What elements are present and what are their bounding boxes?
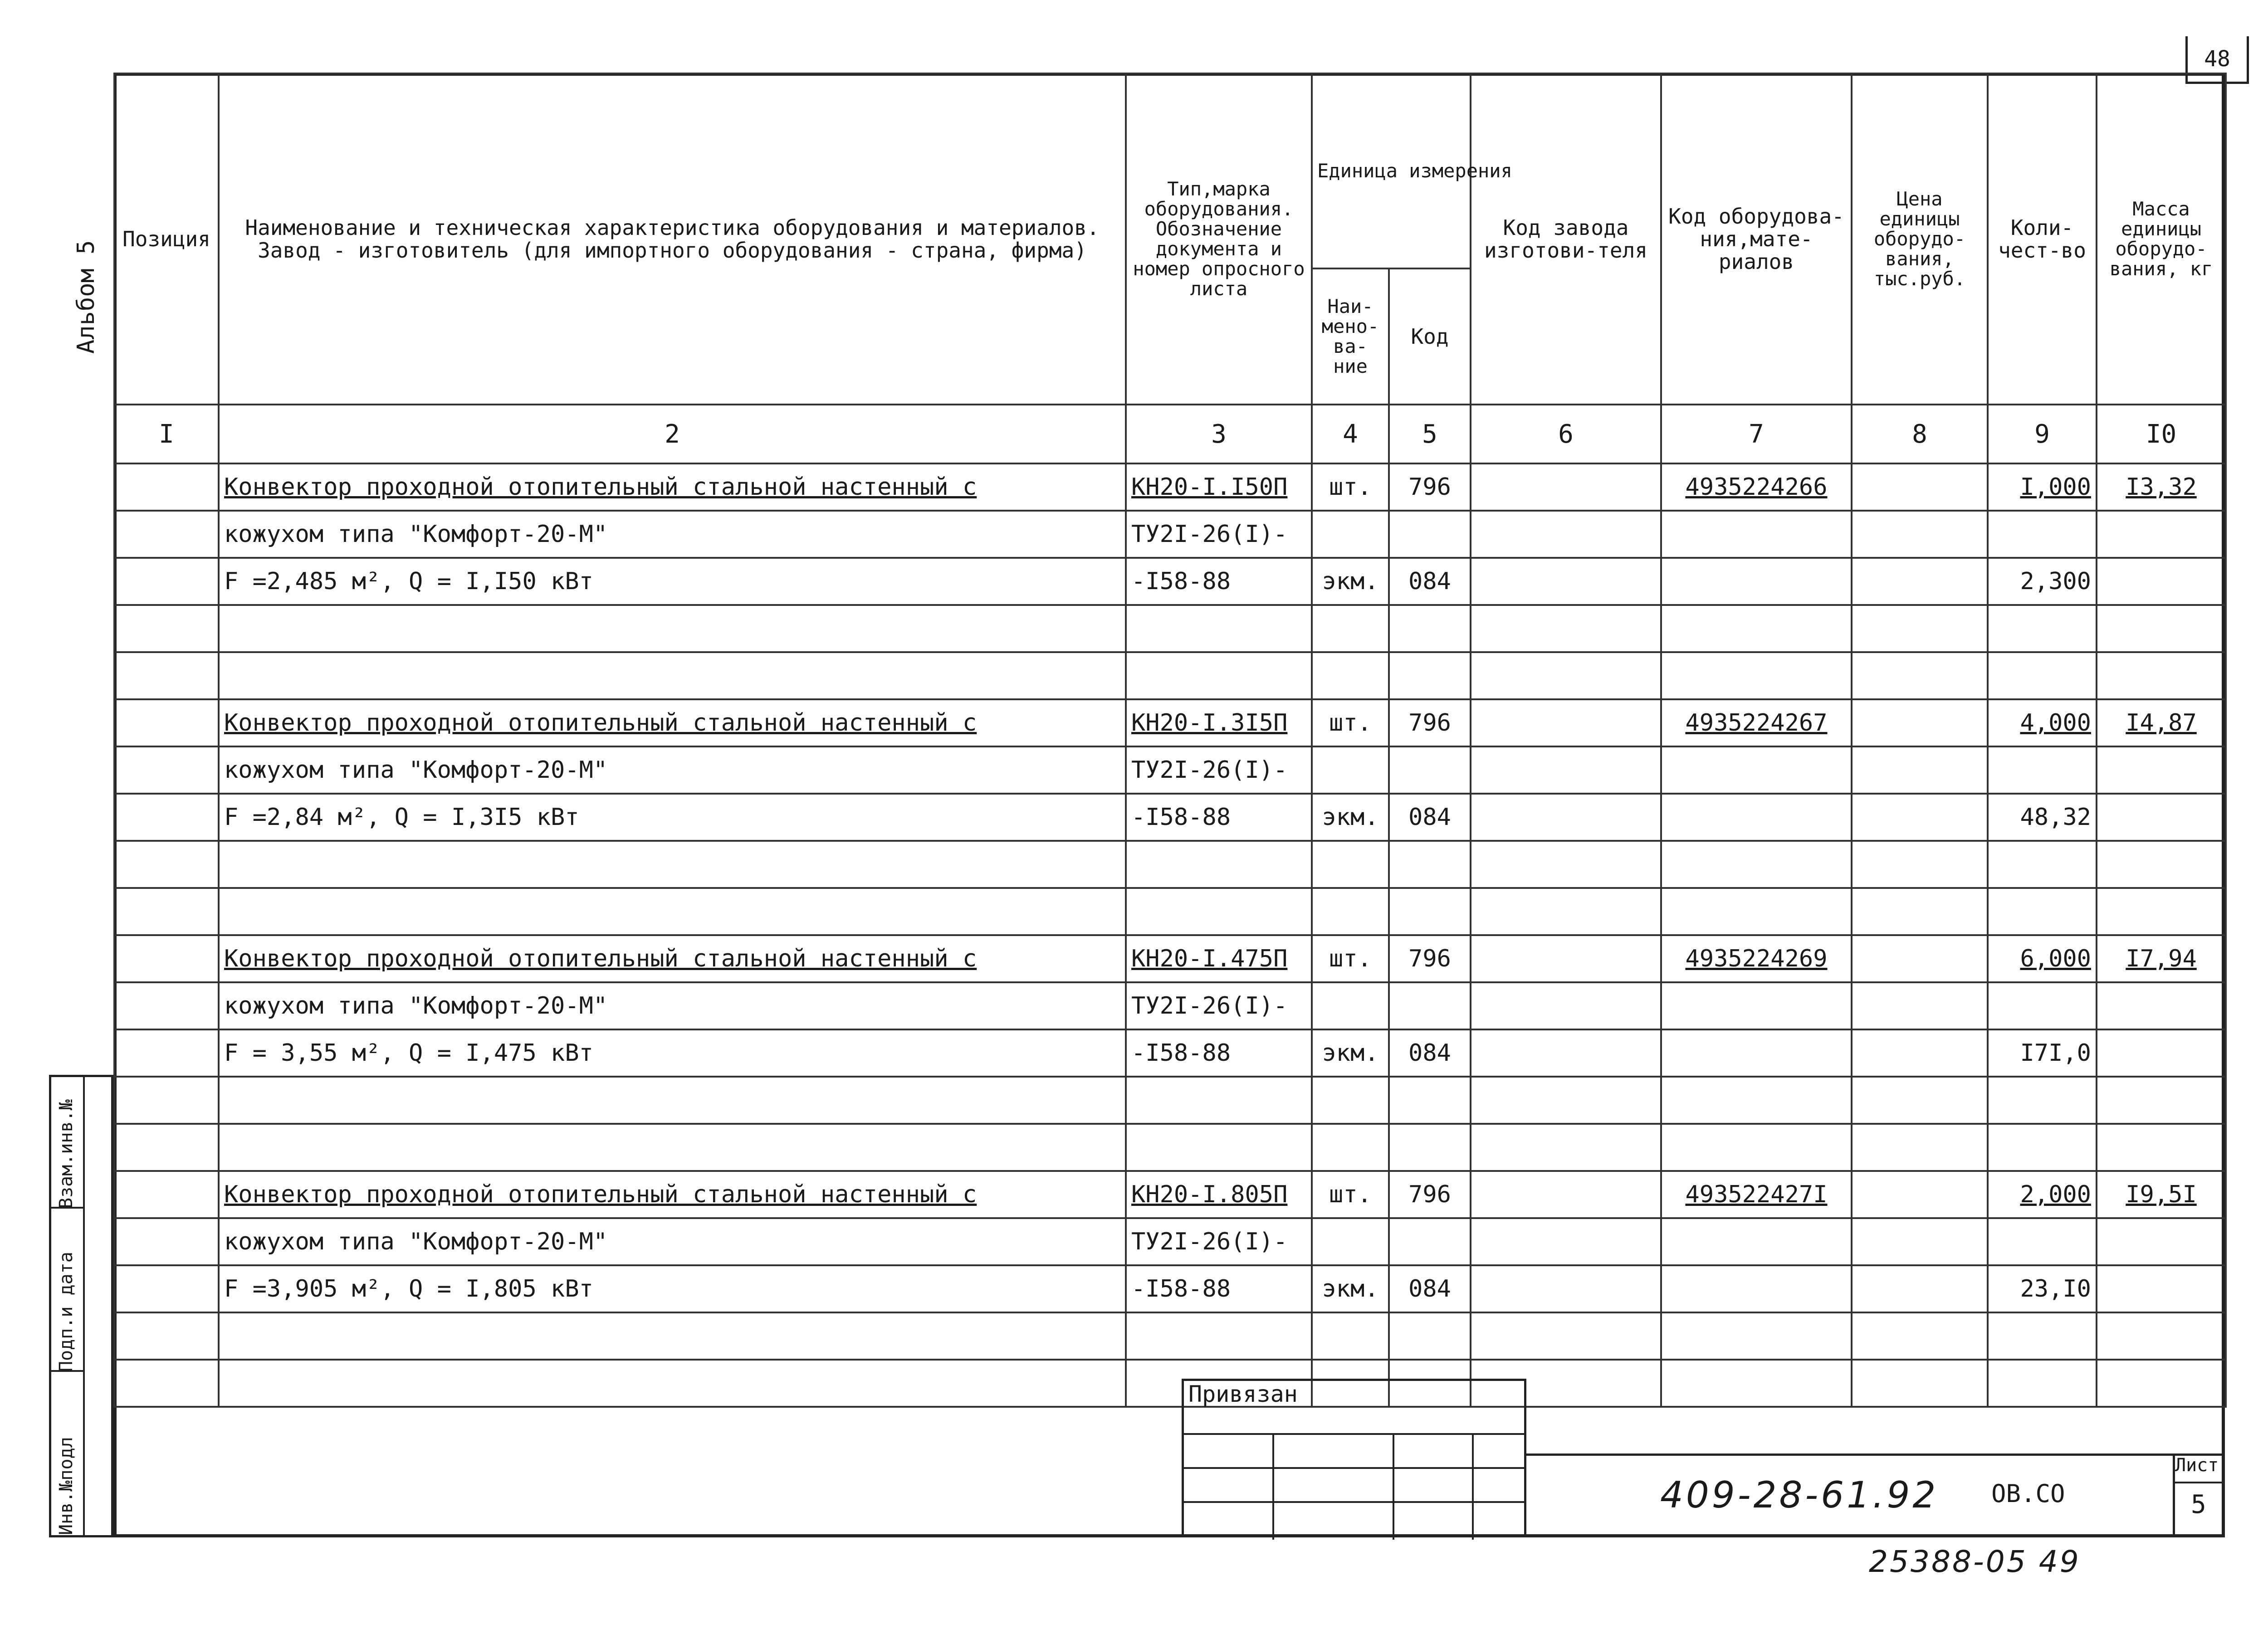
empty-cell <box>1312 1218 1389 1265</box>
item-qty: 4,000 <box>1988 699 2097 746</box>
empty-cell <box>1988 1124 2097 1171</box>
empty-cell <box>114 605 219 652</box>
empty-cell <box>114 1077 219 1124</box>
col-number: 5 <box>1389 405 1471 463</box>
item-rows <box>114 463 2226 1407</box>
document-suffix: ОВ.СО <box>1991 1479 2065 1508</box>
empty-cell <box>1661 1312 1852 1360</box>
empty-cell <box>114 699 219 746</box>
item-mass: I9,5I <box>2097 1171 2226 1218</box>
item-equip-code: 4935224269 <box>1661 935 1852 982</box>
document-code: 409-28-61.92 <box>1660 1474 1939 1516</box>
item-unit-code: 796 <box>1389 463 1471 511</box>
item-type: КН20-I.475П <box>1126 935 1312 982</box>
empty-cell <box>2097 794 2226 841</box>
empty-cell <box>1852 746 1988 794</box>
empty-cell <box>1661 605 1852 652</box>
item-unit: шт. <box>1312 935 1389 982</box>
archive-number: 25388-05 49 <box>1869 1544 2081 1579</box>
empty-cell <box>1389 1124 1471 1171</box>
empty-cell <box>219 605 1126 652</box>
empty-cell <box>2097 1029 2226 1077</box>
header-row <box>114 73 2226 268</box>
empty-cell <box>1126 888 1312 935</box>
col-mass-header: Масса единицы оборудо-вания, кг <box>2097 73 2226 405</box>
item-type: -I58-88 <box>1126 1265 1312 1312</box>
col-qty-header: Коли-чест-во <box>1988 73 2097 405</box>
col-number: 9 <box>1988 405 2097 463</box>
empty-cell <box>1852 841 1988 888</box>
col-number: I <box>114 405 219 463</box>
empty-cell <box>1389 511 1471 558</box>
empty-cell <box>1312 511 1389 558</box>
item-unit-code: 084 <box>1389 1265 1471 1312</box>
col-unit-name-header: Наи-мено-ва-ние <box>1312 268 1389 405</box>
table-row <box>114 1360 2226 1407</box>
item-spec-line: F = 3,55 м², Q = I,475 кВт <box>219 1029 1126 1077</box>
col-plant-code-header: Код завода изготови-теля <box>1471 73 1661 405</box>
item-name-line: Конвектор проходной отопительный стальной настенный с <box>219 1171 1126 1218</box>
empty-cell <box>1661 1360 1852 1407</box>
empty-cell <box>1312 1124 1389 1171</box>
empty-cell <box>1988 605 2097 652</box>
empty-cell <box>1661 841 1852 888</box>
empty-cell <box>114 1265 219 1312</box>
empty-cell <box>114 463 219 511</box>
empty-cell <box>1312 982 1389 1029</box>
empty-cell <box>1471 605 1661 652</box>
empty-cell <box>2097 558 2226 605</box>
empty-cell <box>2097 1124 2226 1171</box>
item-unit: экм. <box>1312 1029 1389 1077</box>
item-name-line: кожухом типа "Комфорт-20-М" <box>219 982 1126 1029</box>
empty-cell <box>1471 1124 1661 1171</box>
empty-cell <box>2097 1265 2226 1312</box>
empty-cell <box>1852 558 1988 605</box>
item-type: -I58-88 <box>1126 794 1312 841</box>
table-row <box>114 841 2226 888</box>
empty-cell <box>1389 841 1471 888</box>
empty-cell <box>2097 1360 2226 1407</box>
item-type: КН20-I.3I5П <box>1126 699 1312 746</box>
item-unit: шт. <box>1312 463 1389 511</box>
table-row <box>114 511 2226 558</box>
item-unit: экм. <box>1312 1265 1389 1312</box>
item-mass: I4,87 <box>2097 699 2226 746</box>
empty-cell <box>114 558 219 605</box>
empty-cell <box>1126 605 1312 652</box>
empty-cell <box>114 1218 219 1265</box>
item-unit-code: 084 <box>1389 1029 1471 1077</box>
empty-cell <box>1312 1077 1389 1124</box>
item-equip-code: 4935224266 <box>1661 463 1852 511</box>
empty-cell <box>2097 1312 2226 1360</box>
item-unit-code: 796 <box>1389 1171 1471 1218</box>
item-qty: 2,000 <box>1988 1171 2097 1218</box>
empty-cell <box>219 888 1126 935</box>
empty-cell <box>1471 1312 1661 1360</box>
table-row <box>114 605 2226 652</box>
item-type: ТУ2I-26(I)- <box>1126 511 1312 558</box>
empty-cell <box>219 1312 1126 1360</box>
empty-cell <box>1661 558 1852 605</box>
item-unit-code: 084 <box>1389 558 1471 605</box>
col-type-header: Тип,марка оборудования. Обозначение документа и номер опросного листа <box>1126 73 1312 405</box>
item-spec-line: F =2,84 м², Q = I,3I5 кВт <box>219 794 1126 841</box>
table-row <box>114 982 2226 1029</box>
empty-cell <box>1852 605 1988 652</box>
empty-cell <box>1312 652 1389 699</box>
table-row <box>114 1265 2226 1312</box>
empty-cell <box>1471 558 1661 605</box>
empty-cell <box>114 652 219 699</box>
empty-cell <box>1852 1124 1988 1171</box>
item-unit: экм. <box>1312 794 1389 841</box>
column-number-row <box>114 405 2226 463</box>
table-row <box>114 746 2226 794</box>
empty-cell <box>1852 888 1988 935</box>
empty-cell <box>1471 699 1661 746</box>
page-number-text: 48 <box>2204 46 2230 72</box>
empty-cell <box>1471 1077 1661 1124</box>
item-unit-code: 084 <box>1389 794 1471 841</box>
col-equip-code-header: Код оборудова-ния,мате-риалов <box>1661 73 1852 405</box>
empty-cell <box>2097 746 2226 794</box>
empty-cell <box>1852 1312 1988 1360</box>
table-row <box>114 1218 2226 1265</box>
empty-cell <box>1126 1077 1312 1124</box>
empty-cell <box>1126 652 1312 699</box>
table-row <box>114 1029 2226 1077</box>
empty-cell <box>1471 888 1661 935</box>
item-name-line: Конвектор проходной отопительный стальной настенный с <box>219 463 1126 511</box>
empty-cell <box>1471 1171 1661 1218</box>
empty-cell <box>1471 794 1661 841</box>
item-mass: I7,94 <box>2097 935 2226 982</box>
table-row <box>114 1312 2226 1360</box>
specification-table <box>113 73 2227 1408</box>
empty-cell <box>114 746 219 794</box>
item-equip-code: 493522427I <box>1661 1171 1852 1218</box>
empty-cell <box>1389 888 1471 935</box>
empty-cell <box>1389 652 1471 699</box>
empty-cell <box>1852 511 1988 558</box>
empty-cell <box>219 1124 1126 1171</box>
empty-cell <box>1852 982 1988 1029</box>
empty-cell <box>1661 511 1852 558</box>
table-row <box>114 794 2226 841</box>
empty-cell <box>1988 888 2097 935</box>
empty-cell <box>1661 746 1852 794</box>
empty-cell <box>1988 1218 2097 1265</box>
item-type: ТУ2I-26(I)- <box>1126 1218 1312 1265</box>
empty-cell <box>2097 1077 2226 1124</box>
item-name-line: кожухом типа "Комфорт-20-М" <box>219 511 1126 558</box>
empty-cell <box>1661 794 1852 841</box>
empty-cell <box>1389 1077 1471 1124</box>
col-name-header: Наименование и техническая характеристика оборудования и материалов. Завод - изготовитель (для импортного оборудования - страна, фирма) <box>219 73 1126 405</box>
empty-cell <box>1988 652 2097 699</box>
item-qty: 23,I0 <box>1988 1265 2097 1312</box>
empty-cell <box>1988 511 2097 558</box>
table-row <box>114 1171 2226 1218</box>
album-label: Альбом 5 <box>73 240 100 354</box>
bound-label: Привязан <box>1188 1381 1298 1407</box>
empty-cell <box>1988 746 2097 794</box>
empty-cell <box>1988 1312 2097 1360</box>
table-row <box>114 1124 2226 1171</box>
empty-cell <box>1988 841 2097 888</box>
empty-cell <box>1471 1218 1661 1265</box>
item-unit-code: 796 <box>1389 699 1471 746</box>
empty-cell <box>1312 605 1389 652</box>
col-number: 4 <box>1312 405 1389 463</box>
empty-cell <box>1389 1218 1471 1265</box>
table-row <box>114 888 2226 935</box>
empty-cell <box>1471 1029 1661 1077</box>
item-unit-code: 796 <box>1389 935 1471 982</box>
empty-cell <box>1312 888 1389 935</box>
empty-cell <box>2097 841 2226 888</box>
empty-cell <box>1661 1124 1852 1171</box>
item-qty: I7I,0 <box>1988 1029 2097 1077</box>
empty-cell <box>1126 1124 1312 1171</box>
empty-cell <box>1471 511 1661 558</box>
empty-cell <box>1852 1029 1988 1077</box>
col-number: 7 <box>1661 405 1852 463</box>
empty-cell <box>1661 1265 1852 1312</box>
empty-cell <box>114 1029 219 1077</box>
empty-cell <box>1389 1312 1471 1360</box>
empty-cell <box>1471 463 1661 511</box>
empty-cell <box>1312 841 1389 888</box>
empty-cell <box>1852 699 1988 746</box>
table-row <box>114 558 2226 605</box>
table-row <box>114 652 2226 699</box>
table-row <box>114 935 2226 982</box>
empty-cell <box>219 1077 1126 1124</box>
empty-cell <box>114 982 219 1029</box>
empty-cell <box>114 1124 219 1171</box>
item-name-line: Конвектор проходной отопительный стальной настенный с <box>219 699 1126 746</box>
empty-cell <box>1988 1360 2097 1407</box>
item-unit: шт. <box>1312 699 1389 746</box>
item-type: КН20-I.I50П <box>1126 463 1312 511</box>
empty-cell <box>1852 935 1988 982</box>
col-number: I0 <box>2097 405 2226 463</box>
empty-cell <box>1661 982 1852 1029</box>
empty-cell <box>219 1360 1126 1407</box>
stamp-replace-label: Взам.инв.№ <box>56 1099 77 1209</box>
table-row <box>114 1077 2226 1124</box>
empty-cell <box>1852 1360 1988 1407</box>
empty-cell <box>1471 982 1661 1029</box>
item-name-line: кожухом типа "Комфорт-20-М" <box>219 746 1126 794</box>
col-price-header: Цена единицы оборудо-вания, тыс.руб. <box>1852 73 1988 405</box>
empty-cell <box>219 841 1126 888</box>
empty-cell <box>114 935 219 982</box>
col-number: 8 <box>1852 405 1988 463</box>
item-type: ТУ2I-26(I)- <box>1126 982 1312 1029</box>
item-name-line: Конвектор проходной отопительный стальной настенный с <box>219 935 1126 982</box>
item-type: -I58-88 <box>1126 1029 1312 1077</box>
empty-cell <box>2097 1218 2226 1265</box>
empty-cell <box>1312 746 1389 794</box>
empty-cell <box>1312 1312 1389 1360</box>
item-unit: экм. <box>1312 558 1389 605</box>
empty-cell <box>1389 605 1471 652</box>
empty-cell <box>114 794 219 841</box>
empty-cell <box>114 511 219 558</box>
item-qty: 48,32 <box>1988 794 2097 841</box>
empty-cell <box>2097 511 2226 558</box>
empty-cell <box>114 1312 219 1360</box>
empty-cell <box>1661 1029 1852 1077</box>
item-qty: 2,300 <box>1988 558 2097 605</box>
empty-cell <box>1389 746 1471 794</box>
stamp-column <box>49 1075 113 1537</box>
empty-cell <box>1852 1077 1988 1124</box>
empty-cell <box>1988 982 2097 1029</box>
empty-cell <box>219 652 1126 699</box>
empty-cell <box>1988 1077 2097 1124</box>
empty-cell <box>1126 1312 1312 1360</box>
empty-cell <box>1661 1218 1852 1265</box>
col-unit-group-header: Единица измерения <box>1312 73 1471 268</box>
empty-cell <box>1852 794 1988 841</box>
sheet-label: Лист <box>2175 1455 2219 1476</box>
col-position-header: Позиция <box>114 73 219 405</box>
empty-cell <box>1471 746 1661 794</box>
item-type: КН20-I.805П <box>1126 1171 1312 1218</box>
empty-cell <box>1471 841 1661 888</box>
item-spec-line: F =2,485 м², Q = I,I50 кВт <box>219 558 1126 605</box>
empty-cell <box>1852 463 1988 511</box>
empty-cell <box>1852 1171 1988 1218</box>
empty-cell <box>1852 652 1988 699</box>
table-row <box>114 699 2226 746</box>
item-name-line: кожухом типа "Комфорт-20-М" <box>219 1218 1126 1265</box>
col-number: 3 <box>1126 405 1312 463</box>
item-type: -I58-88 <box>1126 558 1312 605</box>
empty-cell <box>2097 982 2226 1029</box>
table-row <box>114 463 2226 511</box>
item-unit: шт. <box>1312 1171 1389 1218</box>
empty-cell <box>2097 652 2226 699</box>
item-spec-line: F =3,905 м², Q = I,805 кВт <box>219 1265 1126 1312</box>
empty-cell <box>1661 888 1852 935</box>
empty-cell <box>1126 841 1312 888</box>
col-number: 6 <box>1471 405 1661 463</box>
sheet-number: 5 <box>2191 1490 2206 1519</box>
empty-cell <box>1471 1265 1661 1312</box>
empty-cell <box>114 1360 219 1407</box>
empty-cell <box>2097 605 2226 652</box>
item-equip-code: 4935224267 <box>1661 699 1852 746</box>
item-mass: I3,32 <box>2097 463 2226 511</box>
empty-cell <box>114 841 219 888</box>
empty-cell <box>1471 652 1661 699</box>
empty-cell <box>1389 982 1471 1029</box>
stamp-inventory-label: Инв.№подл <box>56 1437 77 1535</box>
col-number: 2 <box>219 405 1126 463</box>
empty-cell <box>1661 1077 1852 1124</box>
empty-cell <box>2097 888 2226 935</box>
empty-cell <box>114 888 219 935</box>
item-qty: I,000 <box>1988 463 2097 511</box>
empty-cell <box>1852 1218 1988 1265</box>
empty-cell <box>1852 1265 1988 1312</box>
stamp-signature-label: Подп.и дата <box>56 1252 77 1372</box>
empty-cell <box>114 1171 219 1218</box>
empty-cell <box>1471 935 1661 982</box>
empty-cell <box>1661 652 1852 699</box>
item-type: ТУ2I-26(I)- <box>1126 746 1312 794</box>
col-unit-code-header: Код <box>1389 268 1471 405</box>
item-qty: 6,000 <box>1988 935 2097 982</box>
